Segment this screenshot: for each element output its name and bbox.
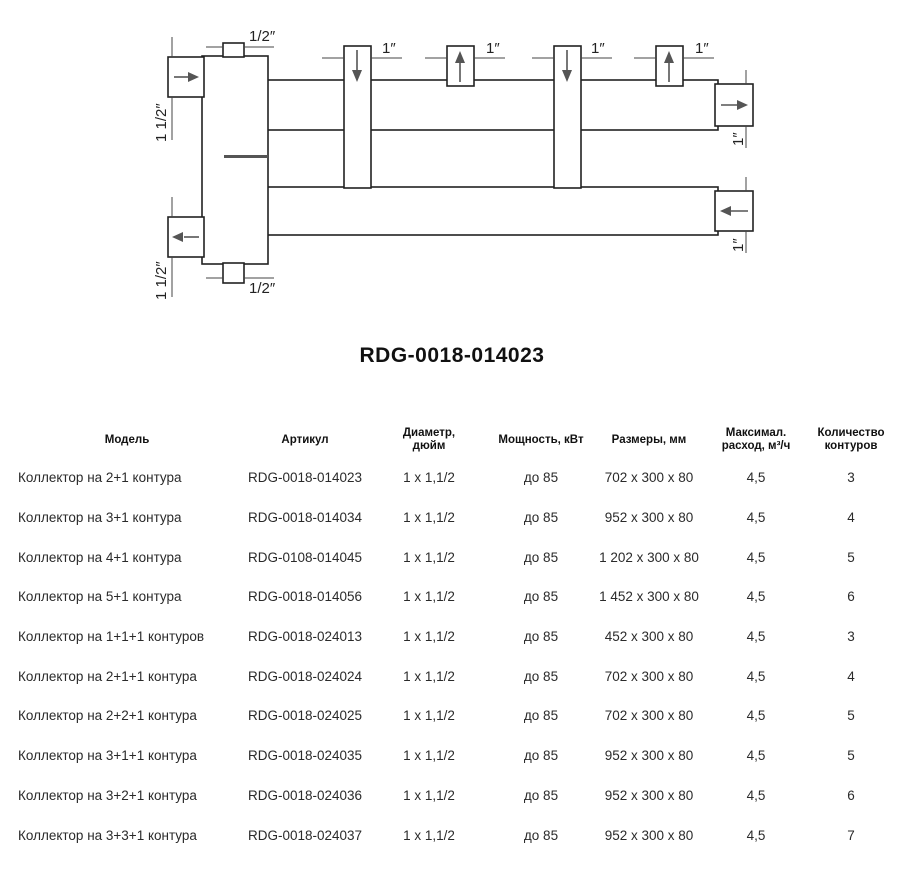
- header-diameter: Диаметр, дюйм: [402, 427, 456, 452]
- top-inlet-label: 1/2″: [249, 28, 276, 45]
- cell-article: RDG-0018-024024: [247, 668, 363, 684]
- table-row: [12, 776, 896, 816]
- separator-body: [202, 56, 268, 264]
- port-4-label: 1″: [695, 40, 709, 57]
- cell-diameter: 1 x 1,1/2: [403, 748, 455, 764]
- cell-size: 702 x 300 x 80: [604, 470, 694, 486]
- cell-flow: 4,5: [746, 748, 766, 764]
- cell-flow: 4,5: [746, 668, 766, 684]
- port-1-label: 1″: [382, 40, 396, 57]
- cell-diameter: 1 x 1,1/2: [403, 510, 455, 526]
- cell-flow: 4,5: [746, 787, 766, 803]
- cell-size: 952 x 300 x 80: [604, 827, 694, 843]
- right-top-label: 1″: [730, 132, 747, 146]
- cell-count: 4: [847, 668, 855, 684]
- cell-article: RDG-0018-024025: [247, 708, 363, 724]
- cell-flow: 4,5: [746, 510, 766, 526]
- table-row: [12, 736, 896, 776]
- cell-power: до 85: [523, 510, 559, 526]
- left-bottom-label: 1 1/2″: [153, 261, 170, 300]
- cell-diameter: 1 x 1,1/2: [403, 629, 455, 645]
- cell-flow: 4,5: [746, 827, 766, 843]
- table-row: [12, 656, 896, 696]
- cell-model: Коллектор на 3+1+1 контура: [18, 748, 197, 764]
- cell-power: до 85: [523, 470, 559, 486]
- spec-table: [12, 422, 896, 855]
- cell-flow: 4,5: [746, 708, 766, 724]
- cell-size: 1 452 x 300 x 80: [599, 589, 699, 605]
- header-article: Артикул: [281, 433, 329, 446]
- table-row: [12, 498, 896, 538]
- cell-count: 3: [847, 470, 855, 486]
- left-top-label: 1 1/2″: [153, 103, 170, 142]
- table-row: [12, 537, 896, 577]
- cell-model: Коллектор на 1+1+1 контуров: [18, 629, 205, 645]
- header-count: Количество контуров: [817, 427, 885, 452]
- cell-diameter: 1 x 1,1/2: [403, 549, 455, 565]
- right-bottom-label: 1″: [730, 238, 747, 252]
- port-3-label: 1″: [591, 40, 605, 57]
- cell-flow: 4,5: [746, 629, 766, 645]
- cell-diameter: 1 x 1,1/2: [403, 589, 455, 605]
- model-code-title: RDG-0018-014023: [359, 344, 545, 367]
- port-2-label: 1″: [486, 40, 500, 57]
- cell-model: Коллектор на 3+1 контура: [18, 510, 182, 526]
- cell-flow: 4,5: [746, 549, 766, 565]
- cell-power: до 85: [523, 827, 559, 843]
- cell-size: 702 x 300 x 80: [604, 708, 694, 724]
- table-row: [12, 815, 896, 855]
- cell-model: Коллектор на 2+2+1 контура: [18, 708, 197, 724]
- cell-article: RDG-0018-014034: [247, 510, 363, 526]
- collector-diagram: [0, 0, 904, 310]
- cell-size: 452 x 300 x 80: [604, 629, 694, 645]
- cell-count: 7: [847, 827, 855, 843]
- cell-power: до 85: [523, 549, 559, 565]
- cell-model: Коллектор на 4+1 контура: [18, 549, 182, 565]
- table-row: [12, 696, 896, 736]
- cell-diameter: 1 x 1,1/2: [403, 827, 455, 843]
- cell-article: RDG-0018-014023: [247, 470, 363, 486]
- header-model: Модель: [104, 433, 150, 446]
- cell-diameter: 1 x 1,1/2: [403, 470, 455, 486]
- cell-article: RDG-0018-024013: [247, 629, 363, 645]
- cell-article: RDG-0018-024037: [247, 827, 363, 843]
- supply-pipe: [266, 80, 718, 130]
- header-power: Мощность, кВт: [498, 433, 584, 446]
- return-pipe: [266, 187, 718, 235]
- cell-flow: 4,5: [746, 470, 766, 486]
- cell-model: Коллектор на 2+1 контура: [18, 470, 182, 486]
- cell-flow: 4,5: [746, 589, 766, 605]
- cell-count: 6: [847, 787, 855, 803]
- cell-diameter: 1 x 1,1/2: [403, 708, 455, 724]
- cell-count: 3: [847, 629, 855, 645]
- bottom-inlet-stub: [223, 263, 244, 283]
- cell-power: до 85: [523, 787, 559, 803]
- cell-count: 5: [847, 748, 855, 764]
- table-row: [12, 458, 896, 498]
- cell-power: до 85: [523, 629, 559, 645]
- bottom-inlet-label: 1/2″: [249, 280, 276, 297]
- cell-article: RDG-0018-014056: [247, 589, 363, 605]
- cell-count: 5: [847, 708, 855, 724]
- cell-size: 1 202 x 300 x 80: [599, 549, 699, 565]
- cell-power: до 85: [523, 589, 559, 605]
- cell-count: 4: [847, 510, 855, 526]
- table-row: [12, 617, 896, 657]
- cell-model: Коллектор на 3+3+1 контура: [18, 827, 197, 843]
- cell-model: Коллектор на 3+2+1 контура: [18, 787, 197, 803]
- cell-article: RDG-0108-014045: [247, 549, 363, 565]
- cell-size: 702 x 300 x 80: [604, 668, 694, 684]
- table-header-row: [12, 422, 896, 458]
- cell-model: Коллектор на 5+1 контура: [18, 589, 182, 605]
- top-inlet-stub: [223, 43, 244, 57]
- cell-article: RDG-0018-024035: [247, 748, 363, 764]
- cell-power: до 85: [523, 708, 559, 724]
- cell-power: до 85: [523, 748, 559, 764]
- cell-size: 952 x 300 x 80: [604, 510, 694, 526]
- cell-article: RDG-0018-024036: [247, 787, 363, 803]
- separator-baffle: [224, 155, 268, 158]
- cell-power: до 85: [523, 668, 559, 684]
- header-flow: Максимал. расход, м³/ч: [721, 427, 791, 452]
- cell-size: 952 x 300 x 80: [604, 748, 694, 764]
- header-size: Размеры, мм: [611, 433, 687, 446]
- cell-count: 5: [847, 549, 855, 565]
- table-row: [12, 577, 896, 617]
- cell-count: 6: [847, 589, 855, 605]
- cell-size: 952 x 300 x 80: [604, 787, 694, 803]
- cell-diameter: 1 x 1,1/2: [403, 787, 455, 803]
- cell-model: Коллектор на 2+1+1 контура: [18, 668, 197, 684]
- cell-diameter: 1 x 1,1/2: [403, 668, 455, 684]
